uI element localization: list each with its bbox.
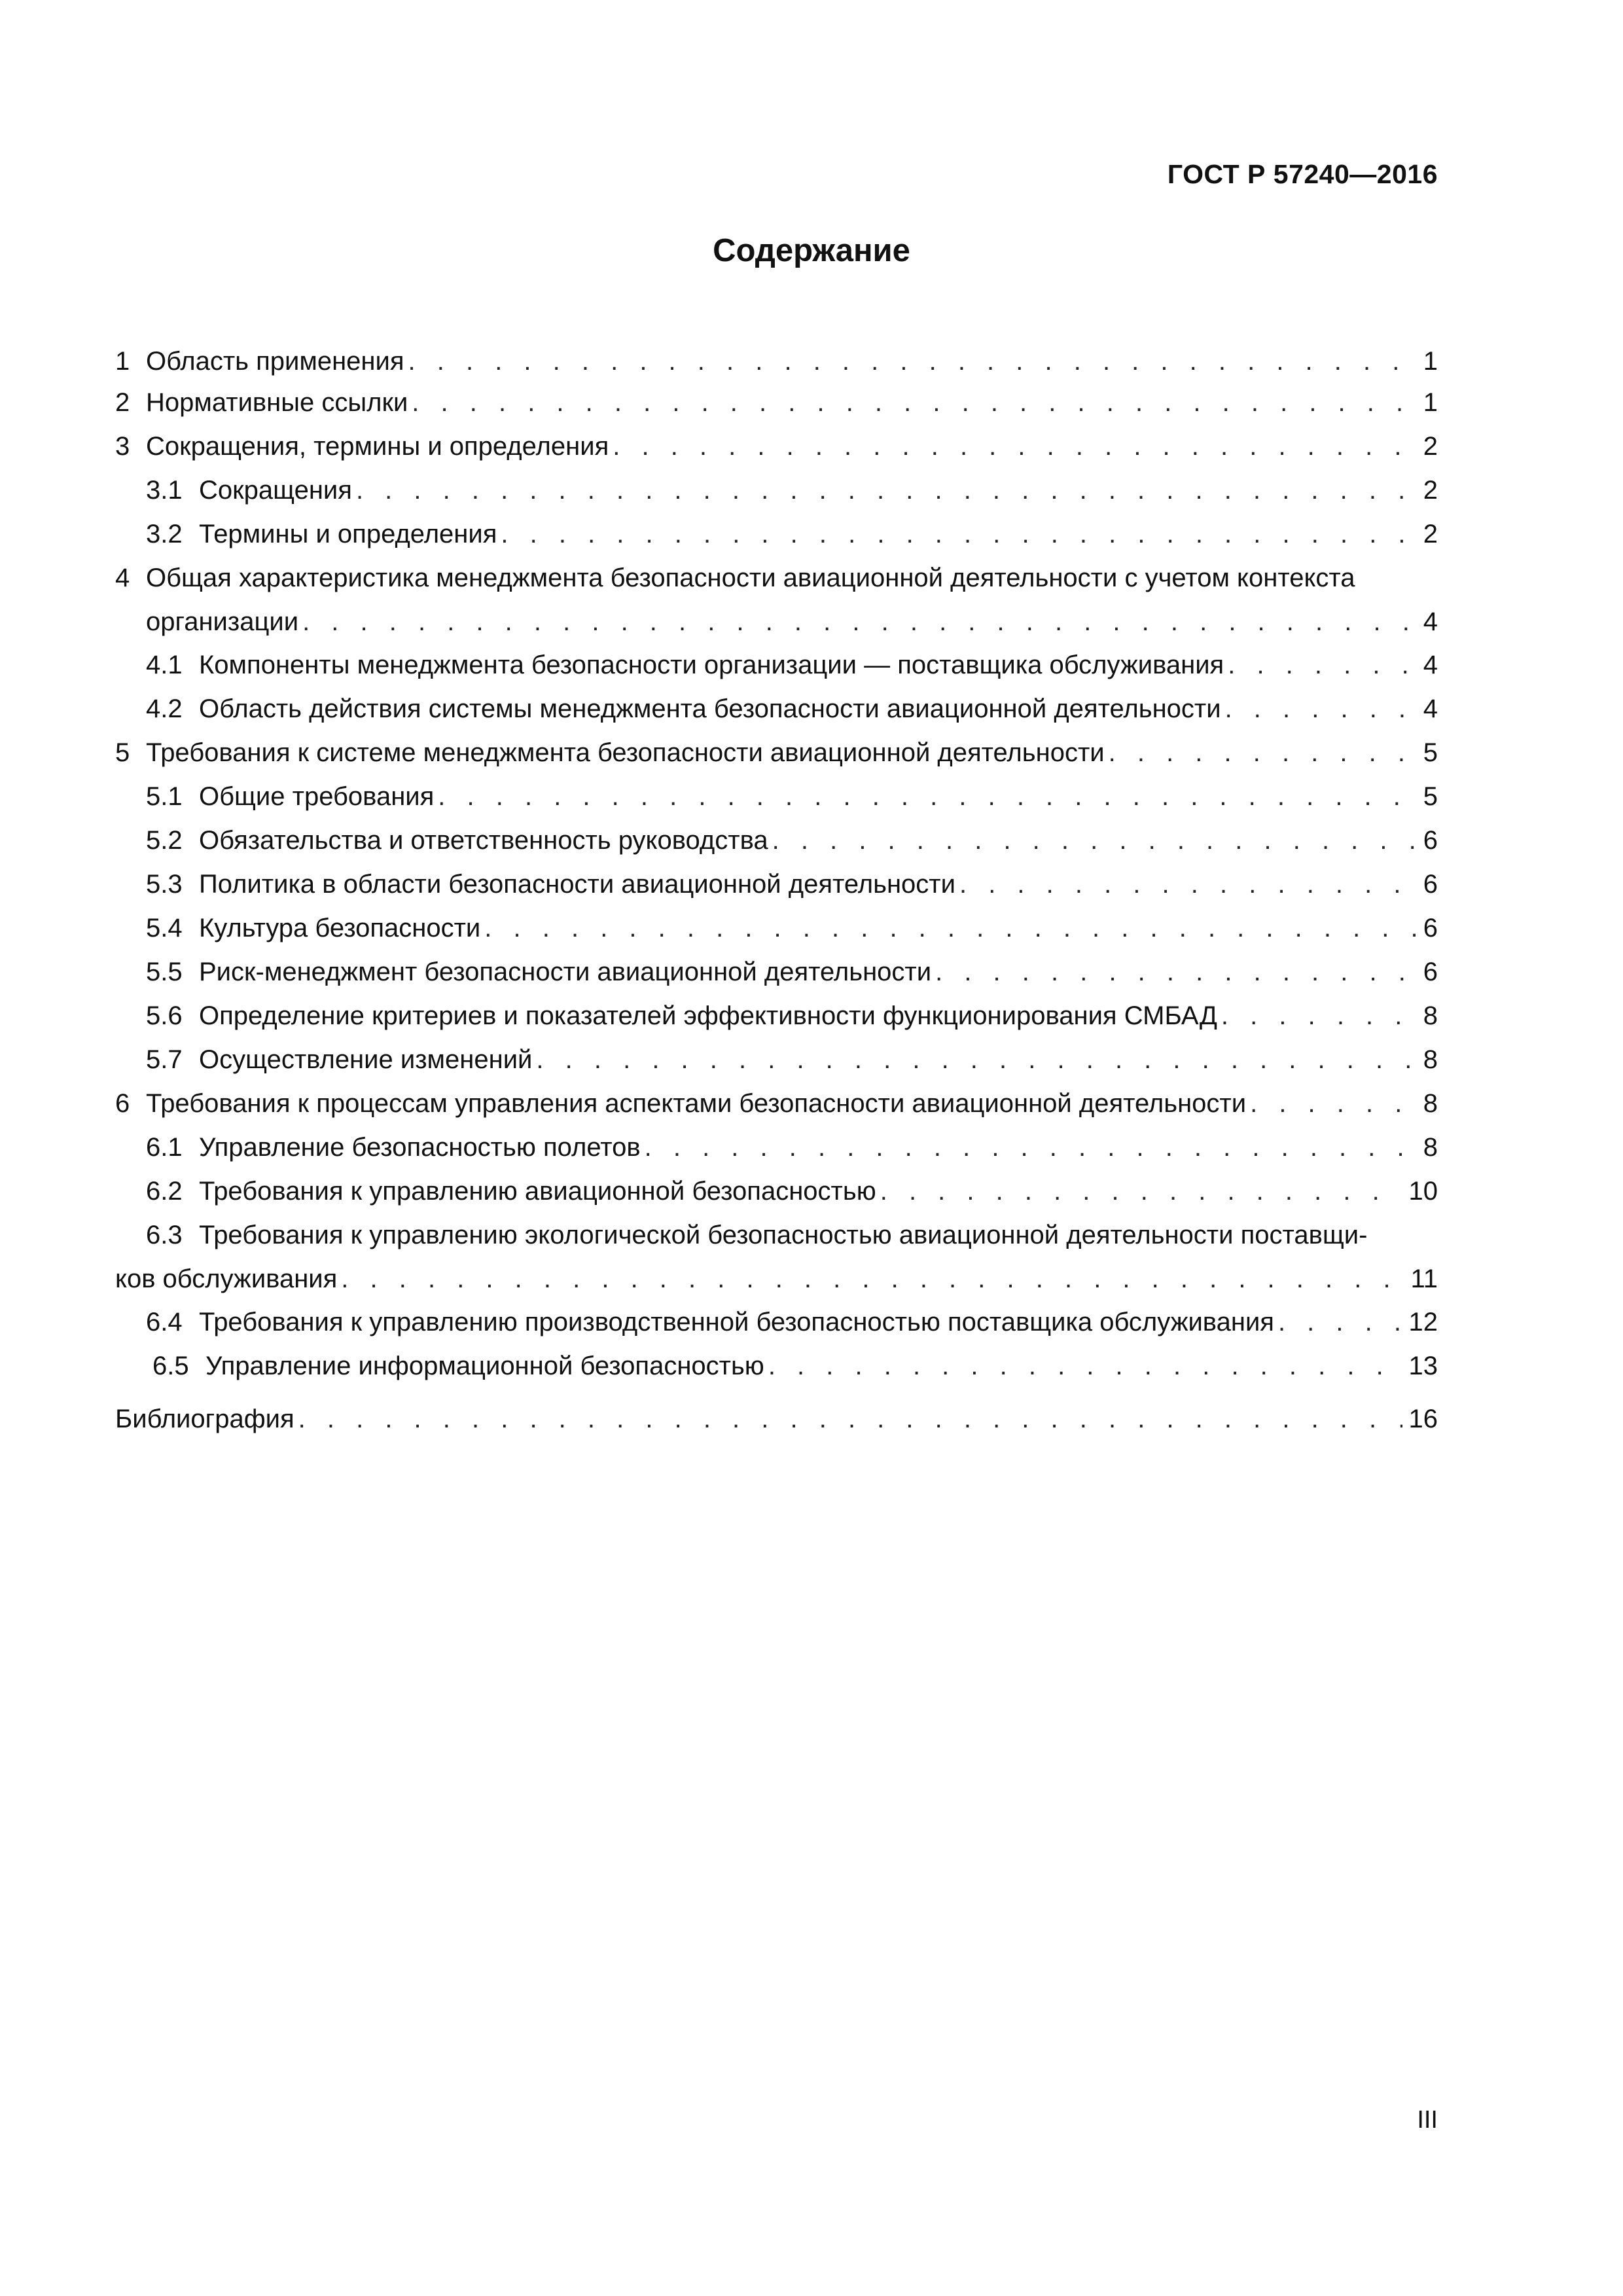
toc-text: Общие требования [199, 782, 435, 811]
toc-text: Управление информационной безопасностью [205, 1352, 764, 1380]
dot-leader [438, 775, 1416, 819]
dot-leader [356, 469, 1417, 512]
dot-leader [959, 863, 1417, 906]
dot-leader [935, 950, 1417, 994]
toc-page: 1 [1423, 347, 1438, 376]
toc-page: 13 [1408, 1352, 1438, 1380]
toc-text: Область действия системы менеджмента безопасности авиационной деятельности [199, 694, 1221, 723]
toc-number: 5.5 [146, 958, 183, 986]
toc-entry-5-5[interactable] [115, 950, 1438, 994]
toc-text: Требования к управлению экологической безопасностью авиационной деятельности поставщи- [199, 1221, 1368, 1249]
toc-page: 2 [1423, 520, 1438, 548]
dot-leader [1228, 643, 1417, 687]
toc-page: 6 [1423, 958, 1438, 986]
dot-leader [1225, 687, 1417, 731]
toc-text: Культура безопасности [199, 914, 481, 942]
toc-entry-4-2[interactable] [115, 687, 1438, 731]
toc-number: 6 [115, 1089, 130, 1118]
dot-leader [408, 342, 1417, 381]
toc-number: 4.2 [146, 694, 183, 723]
toc-number: 5.3 [146, 870, 183, 899]
toc-entry-4[interactable] [115, 556, 1438, 643]
toc-text: Библиография [115, 1405, 294, 1433]
dot-leader [484, 906, 1416, 950]
toc-page: 4 [1423, 694, 1438, 723]
dot-leader [501, 512, 1416, 556]
toc-number: 6.2 [146, 1177, 183, 1206]
toc-text: Термины и определения [199, 520, 497, 548]
toc-entry-3-1[interactable] [115, 469, 1438, 512]
toc-number: 5.2 [146, 826, 183, 855]
toc-page: 5 [1423, 782, 1438, 811]
toc-entry-6-1[interactable] [115, 1126, 1438, 1170]
toc-text: Сокращения, термины и определения [146, 432, 609, 461]
toc-number: 6.3 [146, 1221, 183, 1249]
dot-leader [613, 425, 1417, 469]
toc-entry-6-3[interactable] [115, 1213, 1438, 1300]
toc-entry-3[interactable] [115, 425, 1438, 469]
toc-number: 5 [115, 738, 130, 767]
dot-leader [1109, 731, 1417, 775]
toc-page: 4 [1423, 607, 1438, 636]
toc-entry-3-2[interactable] [115, 512, 1438, 556]
toc-entry-6-5[interactable] [115, 1344, 1438, 1388]
dot-leader [768, 1344, 1402, 1388]
toc-page: 6 [1423, 914, 1438, 942]
toc-entry-bibliography[interactable] [115, 1397, 1438, 1441]
document-code: ГОСТ Р 57240—2016 [1167, 159, 1438, 189]
toc-number: 6.4 [146, 1308, 183, 1336]
toc-entry-2[interactable] [115, 381, 1438, 425]
toc-text: Общая характеристика менеджмента безопасности авиационной деятельности с учетом контекста [146, 564, 1355, 592]
toc-text: Область применения [146, 347, 404, 376]
dot-leader [298, 1397, 1402, 1441]
toc-page: 2 [1423, 432, 1438, 461]
toc-page: 10 [1408, 1177, 1438, 1206]
toc-text: Требования к управлению авиационной безопасностью [199, 1177, 876, 1206]
toc-entry-1[interactable] [115, 342, 1438, 381]
toc-entry-5[interactable] [115, 731, 1438, 775]
toc-entry-6-2[interactable] [115, 1170, 1438, 1213]
toc-number: 3 [115, 432, 130, 461]
dot-leader [412, 381, 1416, 425]
toc-text: Компоненты менеджмента безопасности организации — поставщика обслуживания [199, 651, 1224, 679]
toc-entry-5-2[interactable] [115, 819, 1438, 863]
toc-page: 12 [1408, 1308, 1438, 1336]
toc-text: Требования к управлению производственной безопасностью поставщика обслуживания [199, 1308, 1274, 1336]
dot-leader [1250, 1082, 1417, 1126]
toc-number: 5.4 [146, 914, 183, 942]
dot-leader [645, 1126, 1417, 1170]
toc-page: 1 [1423, 388, 1438, 417]
toc-text-continued: ков обслуживания [115, 1265, 338, 1293]
toc-number: 2 [115, 388, 130, 417]
toc-number: 5.6 [146, 1001, 183, 1030]
toc-entry-6-4[interactable] [115, 1300, 1438, 1344]
toc-number: 5.7 [146, 1045, 183, 1074]
toc-number: 4 [115, 564, 130, 592]
toc-page: 16 [1408, 1405, 1438, 1433]
toc-page: 5 [1423, 738, 1438, 767]
toc-page: 4 [1423, 651, 1438, 679]
dot-leader [536, 1038, 1416, 1082]
toc-text-continued: организации [146, 607, 299, 636]
toc-text: Управление безопасностью полетов [199, 1133, 641, 1162]
dot-leader [1278, 1300, 1402, 1344]
toc-number: 3.1 [146, 476, 183, 505]
toc-text: Требования к системе менеджмента безопасности авиационной деятельности [146, 738, 1105, 767]
toc-text: Риск-менеджмент безопасности авиационной деятельности [199, 958, 932, 986]
toc-number: 1 [115, 347, 130, 376]
toc-page: 6 [1423, 870, 1438, 899]
toc-number: 6.5 [152, 1352, 189, 1380]
toc-text: Сокращения [199, 476, 352, 505]
toc-number: 5.1 [146, 782, 183, 811]
toc-page: 8 [1423, 1089, 1438, 1118]
toc-text: Осуществление изменений [199, 1045, 533, 1074]
toc-text: Обязательства и ответственность руководства [199, 826, 768, 855]
table-of-contents [115, 342, 1438, 1441]
toc-page: 8 [1423, 1001, 1438, 1030]
toc-entry-5-1[interactable] [115, 775, 1438, 819]
dot-leader [880, 1170, 1402, 1213]
toc-entry-5-3[interactable] [115, 863, 1438, 906]
toc-page: 2 [1423, 476, 1438, 505]
toc-page: 11 [1410, 1265, 1438, 1293]
toc-entry-5-6[interactable] [115, 994, 1438, 1038]
dot-leader [1221, 994, 1417, 1038]
dot-leader [302, 600, 1417, 643]
page-number: III [1417, 2106, 1438, 2134]
toc-text: Требования к процессам управления аспектами безопасности авиационной деятельности [146, 1089, 1247, 1118]
dot-leader [772, 819, 1417, 863]
toc-number: 3.2 [146, 520, 183, 548]
toc-number: 6.1 [146, 1133, 183, 1162]
page-title: Содержание [713, 233, 910, 268]
toc-text: Нормативные ссылки [146, 388, 408, 417]
toc-entry-5-4[interactable] [115, 906, 1438, 950]
toc-entry-5-7[interactable] [115, 1038, 1438, 1082]
toc-text: Политика в области безопасности авиационной деятельности [199, 870, 955, 899]
toc-number: 4.1 [146, 651, 183, 679]
toc-text: Определение критериев и показателей эффективности функционирования СМБАД [199, 1001, 1217, 1030]
toc-entry-6[interactable] [115, 1082, 1438, 1126]
toc-page: 8 [1423, 1133, 1438, 1162]
dot-leader [341, 1257, 1404, 1300]
toc-page: 6 [1423, 826, 1438, 855]
toc-entry-4-1[interactable] [115, 643, 1438, 687]
toc-page: 8 [1423, 1045, 1438, 1074]
